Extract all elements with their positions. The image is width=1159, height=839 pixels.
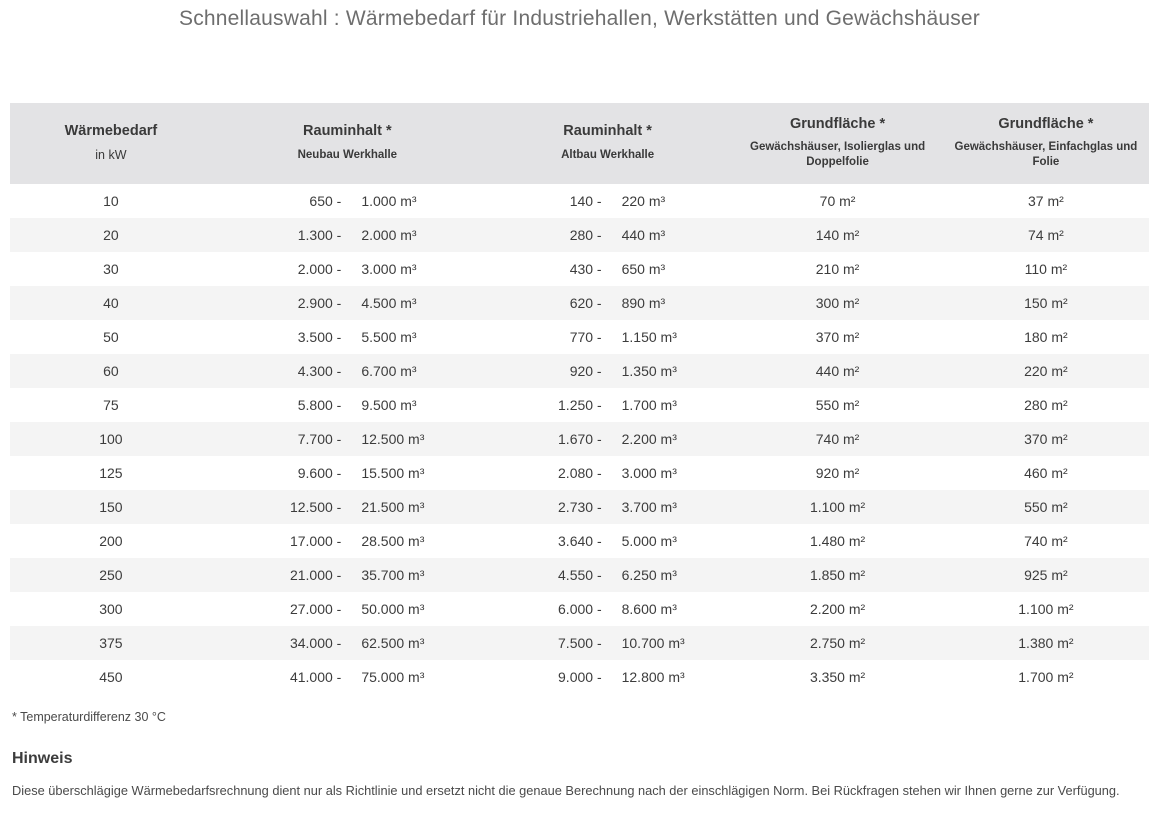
- cell-rauminhalt-altbau: [483, 456, 732, 490]
- cell-grundflaeche-einfachglas: 460 m²: [1024, 465, 1068, 481]
- range-value: [218, 533, 477, 549]
- quick-select-table: [10, 103, 1149, 694]
- range-to: 1.350 m³: [621, 363, 677, 379]
- cell-rauminhalt-neubau: [212, 626, 483, 660]
- range-from: 2.900 -: [297, 295, 342, 311]
- range-to: 15.500 m³: [361, 465, 425, 481]
- cell-rauminhalt-altbau: [483, 388, 732, 422]
- column-header-subtitle: Gewächshäuser, Isolierglas und Doppelfolie: [750, 141, 926, 169]
- cell-grundflaeche-isolierglas: 740 m²: [815, 431, 860, 447]
- table-row: [10, 592, 1149, 626]
- table-row: [10, 422, 1149, 456]
- note-body: Diese überschlägige Wärmebedarfsrechnung dient nur als Richtlinie und ersetzt nicht die genaue Berechnung nach der einschlägigen Norm. Bei Rückfragen stehen wir Ihnen gerne zur Verfügung.: [12, 783, 1120, 798]
- column-header-grundflaeche-einfachglas: [943, 103, 1149, 184]
- table-body: [10, 184, 1149, 694]
- range-from: 920 -: [569, 363, 602, 379]
- column-header-title: Grundfläche *: [790, 116, 886, 132]
- cell-grundflaeche-einfachglas: 1.100 m²: [1018, 601, 1074, 617]
- cell-rauminhalt-neubau: [212, 558, 483, 592]
- range-value: [218, 499, 477, 515]
- cell-rauminhalt-neubau: [212, 490, 483, 524]
- range-value: [218, 227, 477, 243]
- table-row: [10, 490, 1149, 524]
- range-from: 7.700 -: [297, 431, 342, 447]
- range-to: 5.500 m³: [361, 329, 417, 345]
- range-from: 34.000 -: [289, 635, 342, 651]
- cell-rauminhalt-altbau: [483, 660, 732, 694]
- range-value: [489, 431, 726, 447]
- range-to: 2.000 m³: [361, 227, 417, 243]
- cell-waermebedarf: 450: [99, 669, 123, 685]
- range-to: 1.000 m³: [361, 193, 417, 209]
- range-value: [218, 397, 477, 413]
- cell-waermebedarf: 50: [103, 329, 119, 345]
- range-to: 62.500 m³: [361, 635, 425, 651]
- range-value: [489, 261, 726, 277]
- cell-waermebedarf: 100: [99, 431, 123, 447]
- cell-grundflaeche-einfachglas: 37 m²: [1028, 193, 1064, 209]
- cell-rauminhalt-neubau: [212, 320, 483, 354]
- range-to: 3.000 m³: [361, 261, 417, 277]
- range-to: 6.250 m³: [621, 567, 677, 583]
- column-header-title: Grundfläche *: [998, 116, 1094, 132]
- table-footnote: * Temperaturdifferenz 30 °C: [12, 710, 166, 724]
- range-value: [489, 397, 726, 413]
- note-heading: Hinweis: [12, 750, 73, 767]
- range-from: 4.300 -: [297, 363, 342, 379]
- column-header-subtitle: Altbau Werkhalle: [561, 148, 655, 161]
- range-from: 280 -: [569, 227, 602, 243]
- column-header-grundflaeche-isolierglas: [732, 103, 942, 184]
- cell-grundflaeche-isolierglas: 3.350 m²: [809, 669, 866, 685]
- cell-rauminhalt-neubau: [212, 660, 483, 694]
- range-from: 770 -: [569, 329, 602, 345]
- range-to: 220 m³: [621, 193, 666, 209]
- cell-rauminhalt-altbau: [483, 218, 732, 252]
- cell-rauminhalt-altbau: [483, 592, 732, 626]
- range-from: 2.730 -: [558, 499, 602, 515]
- cell-grundflaeche-einfachglas: 74 m²: [1028, 227, 1064, 243]
- range-from: 1.250 -: [558, 397, 602, 413]
- range-value: [489, 227, 726, 243]
- range-to: 650 m³: [621, 261, 666, 277]
- cell-grundflaeche-einfachglas: 280 m²: [1024, 397, 1068, 413]
- cell-grundflaeche-isolierglas: 1.100 m²: [809, 499, 866, 515]
- column-header-title: Rauminhalt *: [563, 123, 652, 140]
- cell-rauminhalt-neubau: [212, 354, 483, 388]
- range-value: [489, 363, 726, 379]
- cell-grundflaeche-einfachglas: 550 m²: [1024, 499, 1068, 515]
- range-value: [218, 601, 477, 617]
- range-from: 1.300 -: [297, 227, 342, 243]
- cell-grundflaeche-einfachglas: 1.380 m²: [1018, 635, 1074, 651]
- cell-grundflaeche-isolierglas: 440 m²: [815, 363, 860, 379]
- range-to: 3.700 m³: [621, 499, 677, 515]
- column-header-waermebedarf: [10, 103, 212, 184]
- range-to: 6.700 m³: [361, 363, 417, 379]
- cell-waermebedarf: 375: [99, 635, 123, 651]
- cell-grundflaeche-einfachglas: 925 m²: [1024, 567, 1068, 583]
- cell-grundflaeche-isolierglas: 1.850 m²: [809, 567, 866, 583]
- range-value: [489, 193, 726, 209]
- cell-grundflaeche-einfachglas: 180 m²: [1024, 329, 1068, 345]
- cell-rauminhalt-altbau: [483, 558, 732, 592]
- cell-rauminhalt-altbau: [483, 524, 732, 558]
- table-row: [10, 218, 1149, 252]
- range-value: [218, 295, 477, 311]
- cell-grundflaeche-einfachglas: 370 m²: [1024, 431, 1068, 447]
- range-from: 9.600 -: [297, 465, 342, 481]
- range-from: 6.000 -: [558, 601, 602, 617]
- range-value: [489, 567, 726, 583]
- cell-grundflaeche-einfachglas: 1.700 m²: [1018, 669, 1074, 685]
- cell-rauminhalt-neubau: [212, 286, 483, 320]
- range-to: 890 m³: [621, 295, 666, 311]
- range-to: 440 m³: [621, 227, 666, 243]
- cell-grundflaeche-isolierglas: 2.200 m²: [809, 601, 866, 617]
- table-row: [10, 558, 1149, 592]
- range-to: 1.700 m³: [621, 397, 677, 413]
- range-from: 12.500 -: [289, 499, 342, 515]
- table-row: [10, 354, 1149, 388]
- cell-rauminhalt-neubau: [212, 184, 483, 218]
- cell-rauminhalt-neubau: [212, 456, 483, 490]
- table-row: [10, 626, 1149, 660]
- cell-grundflaeche-isolierglas: 370 m²: [815, 329, 860, 345]
- range-value: [489, 669, 726, 685]
- column-header-subtitle: in kW: [95, 147, 127, 162]
- cell-rauminhalt-altbau: [483, 320, 732, 354]
- range-value: [218, 193, 477, 209]
- range-from: 9.000 -: [558, 669, 602, 685]
- table-row: [10, 320, 1149, 354]
- range-value: [218, 363, 477, 379]
- table-row: [10, 660, 1149, 694]
- range-value: [218, 329, 477, 345]
- column-header-subtitle: Neubau Werkhalle: [297, 148, 398, 161]
- range-to: 75.000 m³: [361, 669, 425, 685]
- range-from: 17.000 -: [289, 533, 342, 549]
- range-from: 3.640 -: [558, 533, 602, 549]
- range-from: 620 -: [569, 295, 602, 311]
- cell-rauminhalt-neubau: [212, 524, 483, 558]
- range-from: 650 -: [309, 193, 342, 209]
- range-from: 21.000 -: [289, 567, 342, 583]
- table-row: [10, 252, 1149, 286]
- page-container: [0, 7, 1159, 801]
- cell-rauminhalt-neubau: [212, 422, 483, 456]
- cell-rauminhalt-altbau: [483, 286, 732, 320]
- range-from: 5.800 -: [297, 397, 342, 413]
- cell-rauminhalt-altbau: [483, 626, 732, 660]
- cell-grundflaeche-isolierglas: 1.480 m²: [809, 533, 866, 549]
- cell-grundflaeche-einfachglas: 740 m²: [1024, 533, 1068, 549]
- column-header-title: Rauminhalt *: [303, 123, 392, 140]
- cell-grundflaeche-isolierglas: 210 m²: [815, 261, 860, 277]
- table-row: [10, 286, 1149, 320]
- range-to: 2.200 m³: [621, 431, 677, 447]
- range-value: [218, 635, 477, 651]
- table-row: [10, 456, 1149, 490]
- range-value: [218, 261, 477, 277]
- table-row: [10, 388, 1149, 422]
- cell-waermebedarf: 125: [99, 465, 123, 481]
- cell-rauminhalt-neubau: [212, 592, 483, 626]
- cell-rauminhalt-altbau: [483, 490, 732, 524]
- cell-grundflaeche-isolierglas: 70 m²: [819, 193, 856, 209]
- range-from: 41.000 -: [289, 669, 342, 685]
- cell-waermebedarf: 20: [103, 227, 119, 243]
- range-to: 12.500 m³: [361, 431, 425, 447]
- range-from: 140 -: [569, 193, 602, 209]
- range-value: [489, 329, 726, 345]
- cell-waermebedarf: 250: [99, 567, 123, 583]
- cell-rauminhalt-neubau: [212, 252, 483, 286]
- column-header-rauminhalt-neubau: [212, 103, 483, 184]
- range-to: 50.000 m³: [361, 601, 425, 617]
- cell-grundflaeche-einfachglas: 110 m²: [1024, 261, 1068, 277]
- range-from: 430 -: [569, 261, 602, 277]
- range-to: 28.500 m³: [361, 533, 425, 549]
- cell-grundflaeche-isolierglas: 2.750 m²: [809, 635, 866, 651]
- page-title: Schnellauswahl : Wärmebedarf für Industriehallen, Werkstätten und Gewächshäuser: [179, 7, 980, 30]
- range-to: 1.150 m³: [621, 329, 677, 345]
- table-row: [10, 524, 1149, 558]
- column-header-title: Wärmebedarf: [64, 122, 158, 139]
- column-header-rauminhalt-altbau: [483, 103, 732, 184]
- range-value: [489, 533, 726, 549]
- cell-waermebedarf: 40: [103, 295, 119, 311]
- range-to: 4.500 m³: [361, 295, 417, 311]
- range-value: [218, 465, 477, 481]
- range-from: 7.500 -: [558, 635, 602, 651]
- range-from: 4.550 -: [558, 567, 602, 583]
- cell-rauminhalt-neubau: [212, 218, 483, 252]
- range-to: 8.600 m³: [621, 601, 677, 617]
- range-from: 1.670 -: [558, 431, 602, 447]
- cell-rauminhalt-neubau: [212, 388, 483, 422]
- table-row: [10, 184, 1149, 218]
- range-value: [218, 669, 477, 685]
- cell-waermebedarf: 300: [99, 601, 123, 617]
- table-header: [10, 103, 1149, 184]
- cell-grundflaeche-einfachglas: 150 m²: [1024, 295, 1068, 311]
- range-to: 9.500 m³: [361, 397, 417, 413]
- range-to: 10.700 m³: [621, 635, 685, 651]
- cell-rauminhalt-altbau: [483, 354, 732, 388]
- cell-waermebedarf: 75: [103, 397, 119, 413]
- range-to: 21.500 m³: [361, 499, 425, 515]
- range-from: 27.000 -: [289, 601, 342, 617]
- table-header-row: [10, 103, 1149, 184]
- cell-grundflaeche-isolierglas: 140 m²: [815, 227, 860, 243]
- range-value: [218, 431, 477, 447]
- range-value: [489, 601, 726, 617]
- cell-waermebedarf: 30: [103, 261, 119, 277]
- range-to: 3.000 m³: [621, 465, 677, 481]
- range-value: [489, 635, 726, 651]
- cell-grundflaeche-einfachglas: 220 m²: [1024, 363, 1068, 379]
- cell-rauminhalt-altbau: [483, 252, 732, 286]
- range-value: [489, 295, 726, 311]
- cell-waermebedarf: 10: [103, 193, 119, 209]
- range-to: 12.800 m³: [621, 669, 685, 685]
- cell-grundflaeche-isolierglas: 300 m²: [815, 295, 860, 311]
- cell-grundflaeche-isolierglas: 920 m²: [815, 465, 860, 481]
- range-to: 5.000 m³: [621, 533, 677, 549]
- range-value: [218, 567, 477, 583]
- range-value: [489, 499, 726, 515]
- cell-grundflaeche-isolierglas: 550 m²: [815, 397, 860, 413]
- range-value: [489, 465, 726, 481]
- cell-rauminhalt-altbau: [483, 422, 732, 456]
- range-from: 3.500 -: [297, 329, 342, 345]
- cell-waermebedarf: 60: [103, 363, 119, 379]
- cell-waermebedarf: 150: [99, 499, 123, 515]
- cell-waermebedarf: 200: [99, 533, 123, 549]
- cell-rauminhalt-altbau: [483, 184, 732, 218]
- column-header-subtitle: Gewächshäuser, Einfachglas und Folie: [954, 141, 1138, 169]
- range-from: 2.080 -: [558, 465, 602, 481]
- range-from: 2.000 -: [297, 261, 342, 277]
- range-to: 35.700 m³: [361, 567, 425, 583]
- quick-select-table-wrapper: [10, 103, 1149, 694]
